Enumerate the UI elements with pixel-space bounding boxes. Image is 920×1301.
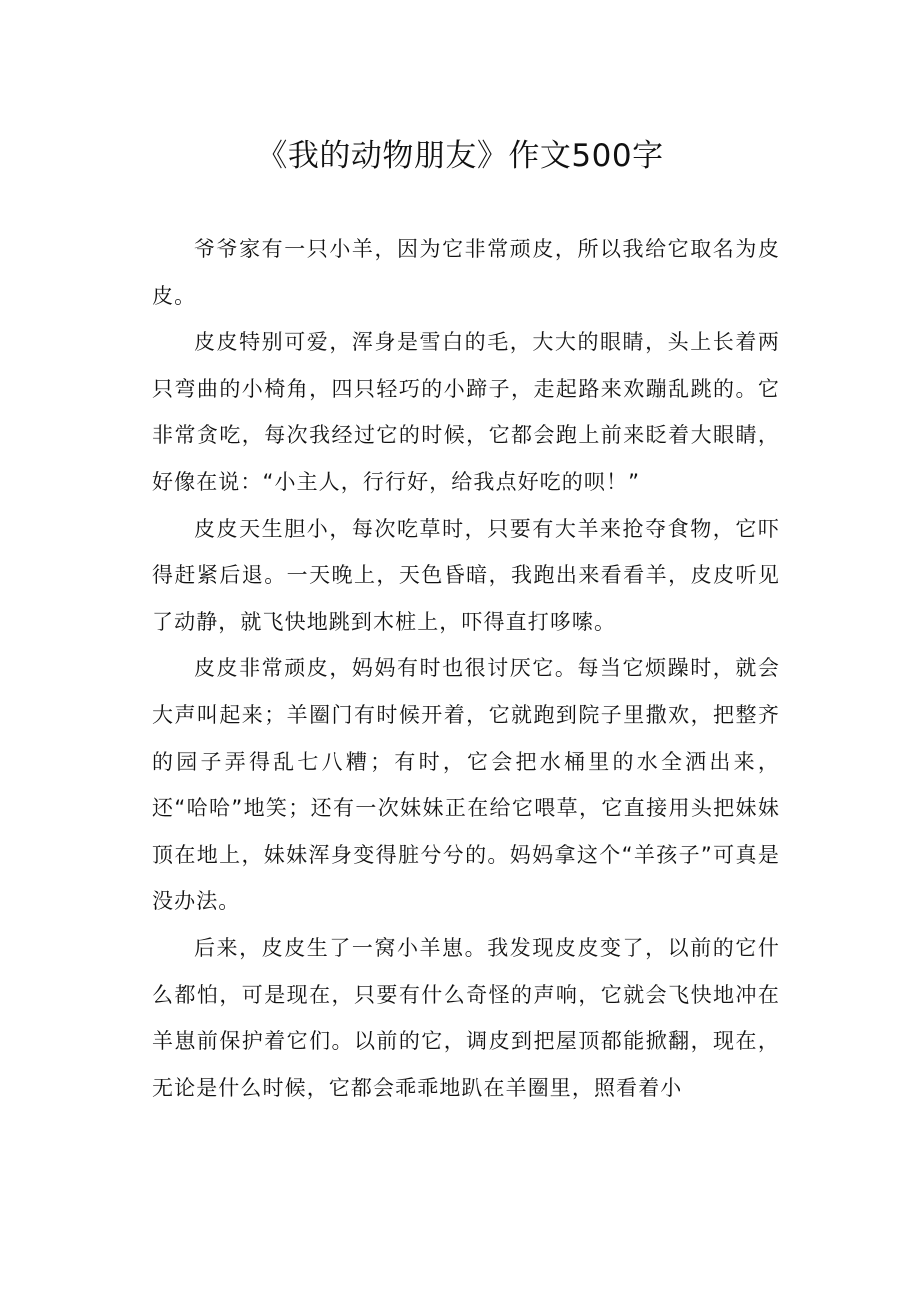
paragraph-5: 后来，皮皮生了一窝小羊崽。我发现皮皮变了，以前的它什么都怕，可是现在，只要有什么奇怪的声响，它就会飞快地冲在羊崽前保护着它们。以前的它，调皮到把屋顶都能掀翻，现在，无论是什么时候，它都会乖乖地趴在羊圈里，照看着小 bbox=[152, 935, 780, 1100]
paragraph-1: 爷爷家有一只小羊，因为它非常顽皮，所以我给它取名为皮皮。 bbox=[152, 237, 780, 308]
paragraph-4: 皮皮非常顽皮，妈妈有时也很讨厌它。每当它烦躁时，就会大声叫起来；羊圈门有时候开着，它就跑到院子里撒欢，把整齐的园子弄得乱七八糟；有时，它会把水桶里的水全洒出来，还“哈哈”地笑；还有一次妹妹正在给它喂草，它直接用头把妹妹顶在地上，妹妹浑身变得脏兮兮的。妈妈拿这个“羊孩子”可真是没办法。 bbox=[152, 656, 780, 914]
paragraph-2: 皮皮特别可爱，浑身是雪白的毛，大大的眼睛，头上长着两只弯曲的小椅角，四只轻巧的小蹄子，走起路来欢蹦乱跳的。它非常贪吃，每次我经过它的时候，它都会跑上前来眨着大眼睛，好像在说：“小主人，行行好，给我点好吃的呗！” bbox=[152, 330, 780, 494]
paragraph-3: 皮皮天生胆小，每次吃草时，只要有大羊来抢夺食物，它吓得赶紧后退。一天晚上，天色昏暗，我跑出来看看羊，皮皮听见了动静，就飞快地跳到木桩上，吓得直打哆嗦。 bbox=[152, 516, 780, 634]
essay-body bbox=[152, 226, 780, 1111]
document-title: 《我的动物朋友》作文500字 bbox=[256, 138, 664, 174]
